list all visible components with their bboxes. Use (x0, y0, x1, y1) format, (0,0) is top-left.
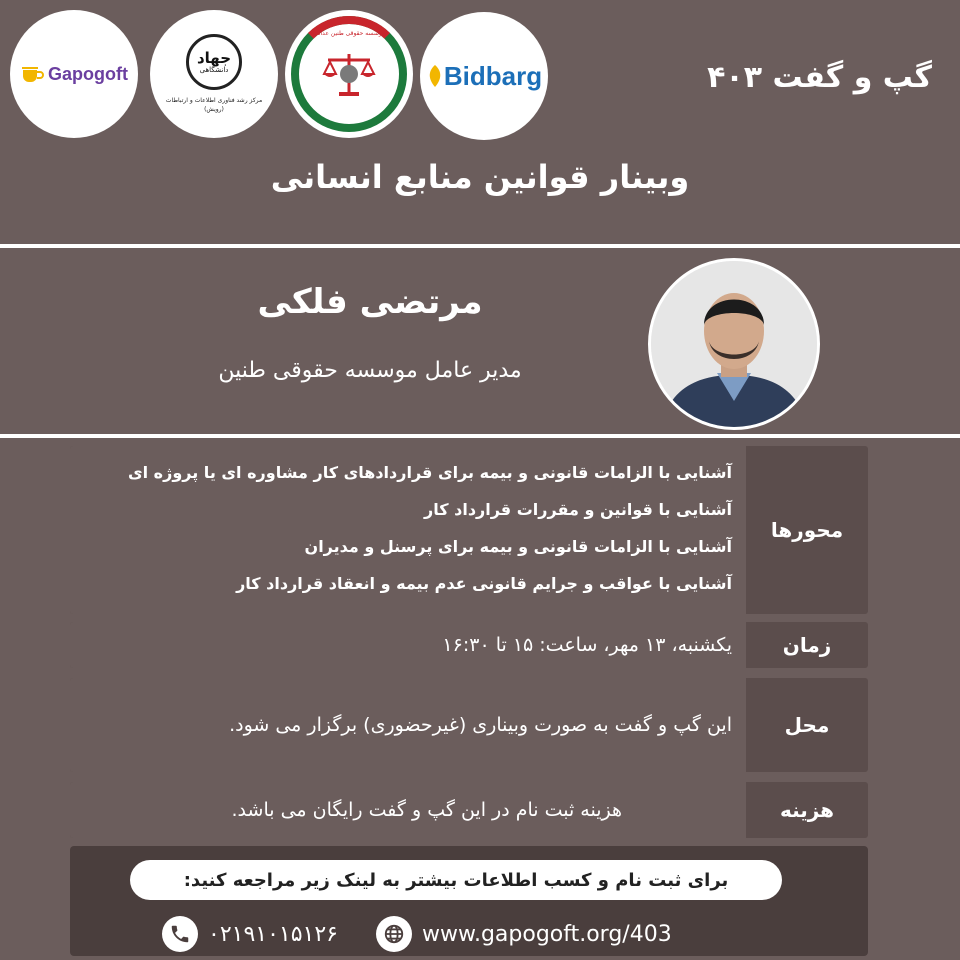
topics-content (70, 446, 746, 614)
edition-label: گپ و گفت ۴۰۳ (707, 60, 932, 95)
place-value: این گپ و گفت به صورت وبیناری (غیرحضوری) برگزار می شود. (229, 714, 732, 736)
cost-row (70, 782, 868, 838)
time-label: زمان (782, 633, 832, 657)
website-link[interactable] (376, 916, 672, 952)
bidbarg-wordmark: Bidbarg (443, 60, 543, 91)
time-value: یکشنبه، ۱۳ مهر، ساعت: ۱۵ تا ۱۶:۳۰ (442, 634, 732, 656)
phone-contact[interactable] (162, 916, 338, 952)
jahad-sub-text: دانشگاهی (199, 66, 229, 74)
globe-icon (376, 916, 412, 952)
gapogoft-wordmark: Gapogoft (48, 63, 128, 84)
topic-item: آشنایی با الزامات قانونی و بیمه برای پرسنل و مدیران (304, 537, 732, 556)
leaf-icon (426, 63, 444, 89)
topics-label: محورها (770, 518, 844, 542)
speaker-role: مدیر عامل موسسه حقوقی طنین (218, 358, 522, 383)
registration-cta: برای ثبت نام و کسب اطلاعات بیشتر به لینک زیر مراجعه کنید: (130, 860, 782, 900)
topics-row (70, 446, 868, 614)
logo-bidbarg (420, 12, 548, 140)
cost-label: هزینه (779, 798, 835, 822)
person-portrait-icon (651, 261, 817, 427)
phone-icon (162, 916, 198, 952)
jahad-main-text: جهاد (196, 49, 232, 67)
logo-jahad (150, 10, 278, 138)
jahad-caption: مرکز رشد فناوری اطلاعات و ارتباطات (رویش) (165, 97, 263, 113)
divider-bottom (0, 434, 960, 438)
webinar-title: وبینار قوانین منابع انسانی (270, 158, 690, 196)
time-row (70, 622, 868, 668)
footer (70, 846, 868, 956)
topic-item: آشنایی با الزامات قانونی و بیمه برای قراردادهای کار مشاوره ای یا پروژه ای (127, 463, 732, 482)
speaker-photo (648, 258, 820, 430)
tanin-caption: موسسه حقوقی طنین عدالت (312, 30, 386, 37)
topic-item: آشنایی با عواقب و جرایم قانونی عدم بیمه و انعقاد قرارداد کار (236, 574, 732, 593)
cost-value: هزینه ثبت نام در این گپ و گفت رایگان می باشد. (231, 799, 622, 821)
website-url: www.gapogoft.org/403 (422, 921, 672, 947)
jahad-emblem (186, 34, 242, 90)
cup-icon (20, 64, 46, 84)
topic-item: آشنایی با قوانین و مقررات قرارداد کار (424, 500, 732, 519)
logo-tanin (285, 10, 413, 138)
logo-gapogoft (10, 10, 138, 138)
speaker-name: مرتضی فلکی (257, 282, 483, 322)
place-row (70, 678, 868, 772)
phone-number: ۰۲۱۹۱۰۱۵۱۲۶ (208, 921, 338, 947)
place-label: محل (784, 713, 830, 737)
divider-top (0, 244, 960, 248)
